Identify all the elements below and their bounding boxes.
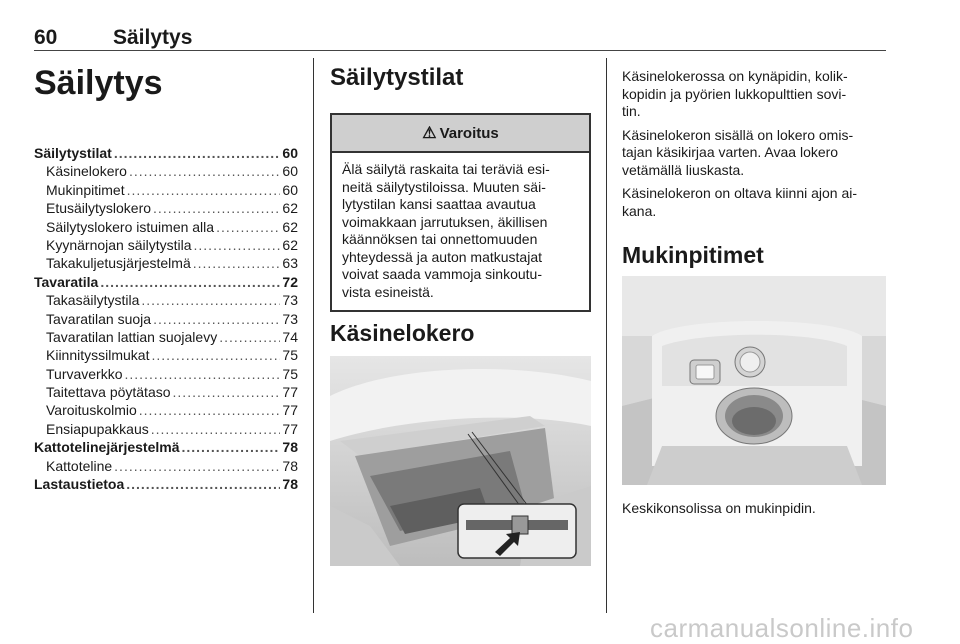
toc-leader-dots: [153, 310, 280, 328]
toc-leader-dots: [126, 475, 280, 493]
chapter-title: Säilytys: [34, 64, 163, 102]
cupholder-illustration: [622, 276, 886, 485]
toc-entry-page: 77: [282, 420, 298, 437]
toc-entry[interactable]: [34, 475, 298, 493]
warning-header: [332, 115, 589, 153]
toc-leader-dots: [129, 162, 280, 180]
toc-entry[interactable]: [34, 218, 298, 236]
toc-entry-label: Käsinelokero: [46, 163, 127, 180]
section-title-storage: Säilytystilat: [330, 64, 464, 91]
toc-entry-page: 62: [282, 218, 298, 235]
toc-entry-label: Tavaratilan suoja: [46, 310, 152, 327]
body-line: Käsinelokerossa on kynäpidin, kolik-: [622, 68, 848, 84]
toc-entry[interactable]: [34, 328, 298, 346]
toc-entry-label: Lastaustietoa: [34, 476, 125, 493]
toc-leader-dots: [193, 254, 281, 272]
toc-entry[interactable]: [34, 236, 298, 254]
toc-leader-dots: [153, 199, 280, 217]
toc-leader-dots: [125, 365, 281, 383]
toc-entry-label: Varoituskolmio: [46, 402, 137, 419]
body-line: kopidin ja pyörien lukkopulttien sovi-: [622, 85, 847, 102]
toc-entry-page: 62: [282, 236, 298, 253]
section-title-glovebox: Käsinelokero: [330, 320, 475, 346]
toc-entry[interactable]: [34, 310, 298, 328]
warning-line: neitä säilytystiloissa. Muuten säi-: [342, 178, 546, 195]
warning-line: yhteydessä ja auton matkustajat: [342, 248, 543, 265]
warning-line: voimakkaan jarrutuksen, äkillisen: [342, 213, 548, 230]
toc-entry[interactable]: [34, 181, 298, 199]
toc-entry[interactable]: [34, 365, 298, 383]
body-line: Käsinelokeron sisällä on lokero omis-: [622, 126, 854, 143]
toc-entry[interactable]: [34, 401, 298, 419]
toc-entry-label: Kyynärnojan säilytystila: [46, 236, 192, 253]
toc-entry-label: Kiinnityssilmukat: [46, 347, 150, 364]
table-of-contents: [34, 144, 298, 493]
toc-entry-label: Säilytystilat: [34, 145, 112, 161]
running-title: Säilytys: [113, 26, 193, 49]
body-line: tin.: [622, 103, 641, 119]
toc-entry[interactable]: [34, 346, 298, 364]
glovebox-description: [622, 68, 886, 226]
toc-leader-dots: [151, 346, 280, 364]
toc-entry[interactable]: [34, 383, 298, 401]
toc-entry[interactable]: [34, 199, 298, 217]
column-divider-right: [606, 58, 607, 613]
toc-leader-dots: [173, 383, 281, 401]
toc-entry-page: 73: [282, 292, 298, 309]
toc-entry-page: 77: [282, 402, 298, 419]
warning-text: [332, 153, 589, 301]
toc-entry-label: Etusäilytyslokero: [46, 200, 152, 217]
warning-triangle-icon: ⚠: [422, 125, 437, 142]
toc-entry-page: 74: [282, 328, 298, 345]
toc-entry-page: 72: [282, 273, 298, 290]
toc-entry-page: 78: [282, 457, 298, 474]
toc-entry[interactable]: [34, 457, 298, 475]
toc-leader-dots: [114, 457, 280, 475]
toc-entry[interactable]: [34, 438, 298, 456]
toc-leader-dots: [219, 328, 280, 346]
toc-entry-label: Takakuljetusjärjestelmä: [46, 255, 191, 272]
warning-line: vista esineistä.: [342, 283, 434, 300]
glovebox-illustration: [330, 356, 591, 566]
toc-entry-label: Tavaratilan lattian suojalevy: [46, 328, 218, 345]
toc-entry-label: Tavaratila: [34, 273, 99, 290]
warning-line: Älä säilytä raskaita tai teräviä esi-: [342, 161, 550, 177]
body-line: kana.: [622, 202, 657, 219]
body-paragraph: [622, 68, 886, 121]
toc-entry-label: Ensiapupakkaus: [46, 420, 149, 437]
toc-entry-label: Säilytyslokero istuimen alla: [46, 218, 215, 235]
toc-entry-page: 60: [282, 163, 298, 180]
header-rule: [34, 50, 886, 51]
toc-entry[interactable]: [34, 254, 298, 272]
toc-entry[interactable]: [34, 144, 298, 162]
body-paragraph: [622, 127, 886, 180]
page-number: 60: [34, 26, 58, 49]
toc-leader-dots: [194, 236, 281, 254]
toc-entry-page: 77: [282, 384, 298, 401]
toc-entry-label: Kattoteline: [46, 457, 113, 474]
body-paragraph: [622, 185, 886, 220]
toc-entry[interactable]: [34, 162, 298, 180]
toc-leader-dots: [216, 218, 280, 236]
toc-leader-dots: [141, 291, 280, 309]
warning-box: [330, 113, 591, 312]
toc-entry-page: 60: [282, 181, 298, 198]
toc-entry-page: 63: [282, 255, 298, 272]
toc-entry-label: Kattotelinejärjestelmä: [34, 439, 180, 456]
toc-entry[interactable]: [34, 273, 298, 291]
toc-entry-label: Taitettava pöytätaso: [46, 384, 171, 401]
toc-leader-dots: [151, 420, 281, 438]
toc-entry-label: Takasäilytystila: [46, 292, 140, 309]
section-title-cupholders: Mukinpitimet: [622, 242, 764, 268]
toc-leader-dots: [139, 401, 281, 419]
warning-line: käännöksen tai onnettomuuden: [342, 231, 538, 247]
toc-entry-label: Turvaverkko: [46, 365, 123, 382]
toc-entry[interactable]: [34, 291, 298, 309]
warning-title: Varoitus: [439, 124, 499, 142]
body-line: tajan käsikirjaa varten. Avaa lokero: [622, 144, 839, 160]
toc-entry-page: 73: [282, 310, 298, 327]
toc-entry-page: 62: [282, 200, 298, 217]
toc-leader-dots: [182, 438, 281, 456]
cupholder-caption: Keskikonsolissa on mukinpidin.: [622, 500, 816, 516]
toc-entry-page: 60: [282, 145, 298, 161]
toc-entry-page: 75: [282, 365, 298, 382]
toc-entry-page: 78: [282, 439, 298, 456]
toc-leader-dots: [127, 181, 281, 199]
body-line: vetämällä liuskasta.: [622, 161, 745, 178]
toc-entry-page: 75: [282, 347, 298, 364]
toc-leader-dots: [114, 144, 281, 162]
toc-entry-label: Mukinpitimet: [46, 181, 125, 198]
column-divider-left: [313, 58, 314, 613]
toc-entry-page: 78: [282, 476, 298, 493]
warning-line: voivat saada vammoja sinkoutu-: [342, 266, 542, 282]
body-line: Käsinelokeron on oltava kiinni ajon ai-: [622, 185, 858, 201]
watermark: carmanualsonline.info: [650, 613, 914, 643]
toc-entry[interactable]: [34, 420, 298, 438]
warning-line: lytystilan kansi saattaa avautua: [342, 196, 536, 212]
toc-leader-dots: [100, 273, 280, 291]
